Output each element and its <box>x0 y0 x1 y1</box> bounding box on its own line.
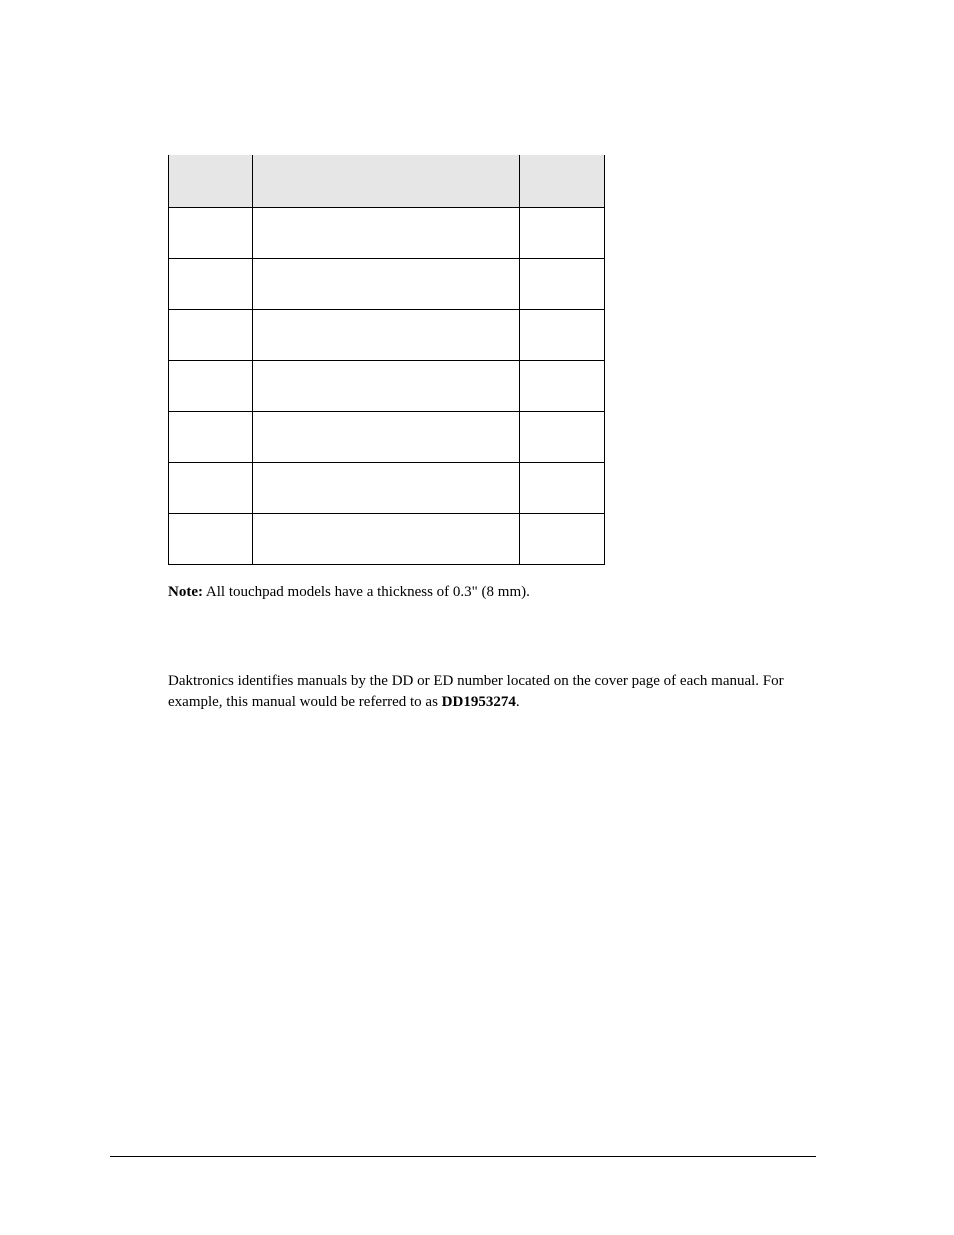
table-cell <box>169 514 253 565</box>
manual-identification-paragraph <box>168 671 808 713</box>
table-row <box>169 310 605 361</box>
touchpad-spec-table <box>168 155 605 565</box>
table-cell <box>253 514 520 565</box>
table-cell <box>520 361 605 412</box>
table-cell <box>253 412 520 463</box>
table-cell <box>169 412 253 463</box>
table-cell <box>169 463 253 514</box>
table-cell <box>253 463 520 514</box>
table-cell <box>169 259 253 310</box>
table-cell <box>169 361 253 412</box>
table-header-cell <box>520 155 605 208</box>
table-cell <box>169 208 253 259</box>
note-label: Note: <box>168 584 203 600</box>
table-cell <box>253 208 520 259</box>
table-cell <box>520 463 605 514</box>
manual-identification-text: Daktronics identifies manuals by the DD or ED number located on the cover page of each manual. For example, this manual would be referred to as <box>168 673 784 710</box>
table-header-row <box>169 155 605 208</box>
table-header-cell <box>169 155 253 208</box>
table-row <box>169 463 605 514</box>
table-cell <box>520 514 605 565</box>
table-cell <box>520 259 605 310</box>
footer-divider <box>110 1156 816 1157</box>
table-cell <box>520 208 605 259</box>
table-row <box>169 514 605 565</box>
table-row <box>169 412 605 463</box>
table-row <box>169 208 605 259</box>
manual-identification-end: . <box>515 694 520 710</box>
note-text: All touchpad models have a thickness of 0.3" (8 mm). <box>202 584 530 600</box>
thickness-note <box>168 582 530 602</box>
table-cell <box>253 310 520 361</box>
manual-number: DD1953274 <box>441 694 516 710</box>
table-row <box>169 361 605 412</box>
table-row <box>169 259 605 310</box>
table-cell <box>253 361 520 412</box>
table-cell <box>169 310 253 361</box>
table-cell <box>520 310 605 361</box>
table-cell <box>253 259 520 310</box>
table-header-cell <box>253 155 520 208</box>
table-cell <box>520 412 605 463</box>
